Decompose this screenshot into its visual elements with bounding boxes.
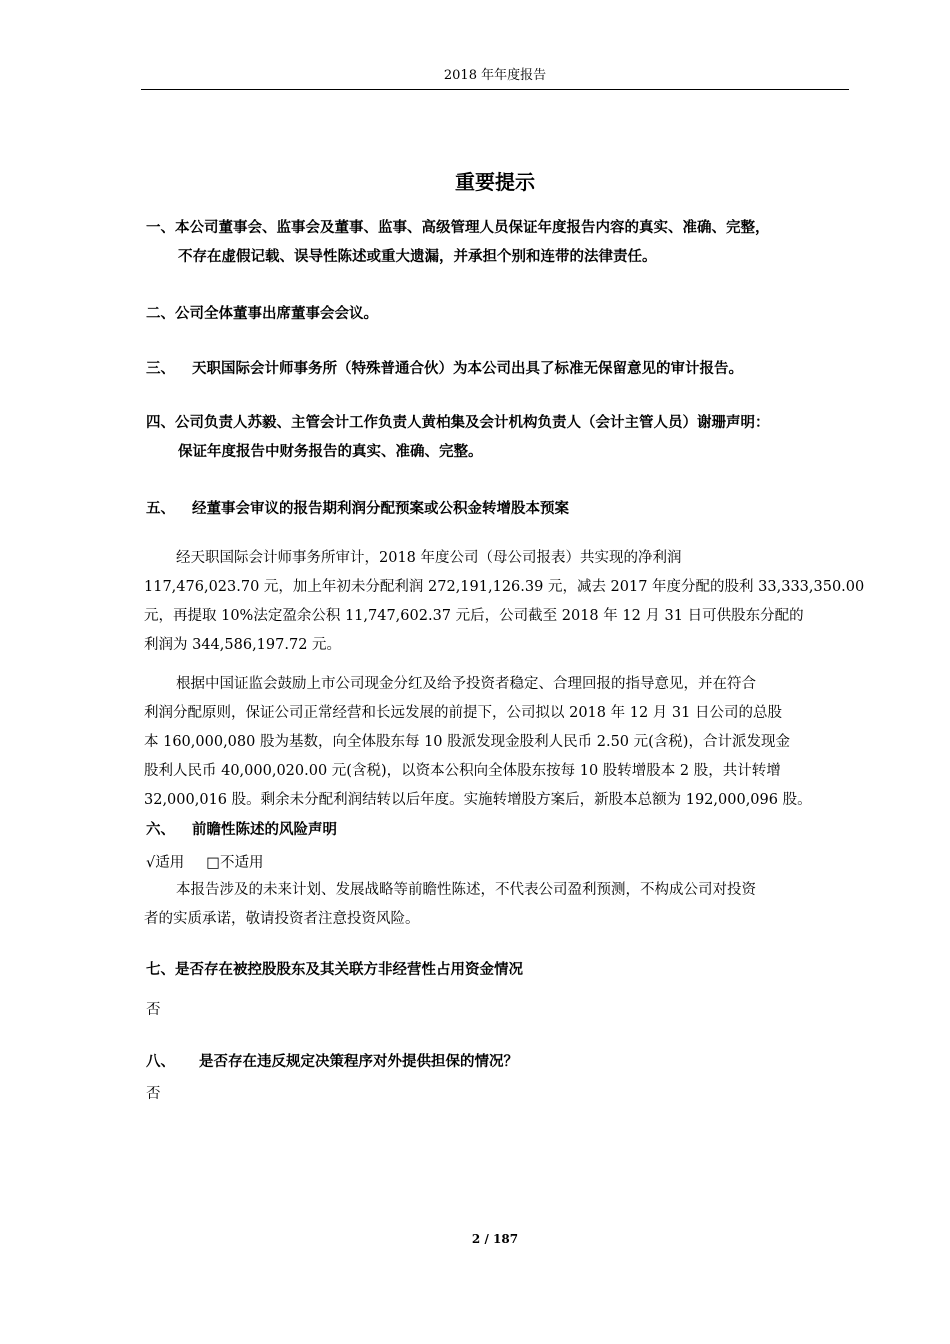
section-8-title: 是否存在违反规定决策程序对外提供担保的情况？ (199, 1054, 518, 1070)
section-6-heading (146, 816, 852, 845)
section-6-number: 六、 (146, 822, 175, 838)
profit-p1-line: 117,476,023.70 元，加上年初未分配利润 272,191,126.39 元，减去 2017 年度分配的股利 33,333,350.00 (144, 579, 865, 595)
profit-paragraph-2 (144, 670, 850, 815)
section-8-answer: 否 (146, 1086, 161, 1102)
section-8-number: 八、 (146, 1054, 175, 1070)
option-not-applicable: □不适用 (206, 855, 264, 871)
item-1-line-1: 本公司董事会、监事会及董事、监事、高级管理人员保证年度报告内容的真实、准确、完整， (175, 220, 770, 236)
page-title: 重要提示 (455, 170, 535, 194)
section-6-title: 前瞻性陈述的风险声明 (187, 822, 338, 838)
risk-line: 本报告涉及的未来计划、发展战略等前瞻性陈述，不代表公司盈利预测，不构成公司对投资 (176, 882, 756, 898)
item-5 (146, 495, 852, 524)
applicability-options (146, 851, 263, 875)
profit-p2-line: 根据中国证监会鼓励上市公司现金分红及给予投资者稳定、合理回报的指导意见，并在符合 (176, 676, 756, 692)
item-3-text: 天职国际会计师事务所（特殊普通合伙）为本公司出具了标准无保留意见的审计报告。 (187, 361, 744, 377)
item-3 (146, 355, 852, 384)
item-3-number: 三、 (146, 361, 175, 377)
profit-p2-line: 32,000,016 股。剩余未分配利润结转以后年度。实施转增股方案后，新股本总额为 192,000,096 股。 (144, 792, 812, 808)
item-2-text: 公司全体董事出席董事会会议。 (175, 306, 378, 322)
item-2-number: 二、 (146, 306, 175, 322)
section-7-heading (146, 956, 852, 985)
section-7-answer: 否 (146, 1002, 161, 1018)
item-4 (146, 409, 852, 467)
section-7-title: 是否存在被控股股东及其关联方非经营性占用资金情况 (175, 962, 523, 978)
profit-p2-line: 本 160,000,080 股为基数，向全体股东每 10 股派发现金股利人民币 2.50 元(含税)，合计派发现金 (144, 734, 790, 750)
item-1 (146, 214, 852, 272)
risk-statement (144, 876, 850, 934)
item-4-line-2: 保证年度报告中财务报告的真实、准确、完整。 (178, 444, 483, 460)
item-2 (146, 300, 852, 329)
item-5-heading: 经董事会审议的报告期利润分配预案或公积金转增股本预案 (187, 501, 570, 517)
profit-paragraph-1 (144, 544, 865, 660)
profit-p1-line: 利润为 344,586,197.72 元。 (144, 637, 342, 653)
running-header: 2018 年年度报告 (443, 68, 547, 83)
header-rule (141, 89, 849, 90)
section-8-heading (146, 1048, 852, 1077)
item-4-line-1: 公司负责人苏毅、主管会计工作负责人黄柏集及会计机构负责人（会计主管人员）谢珊声明： (175, 415, 770, 431)
option-applicable: √适用 (146, 855, 185, 871)
risk-line: 者的实质承诺，敬请投资者注意投资风险。 (144, 911, 420, 927)
profit-p2-line: 股利人民币 40,000,020.00 元(含税)，以资本公积向全体股东按每 10 股转增股本 2 股，共计转增 (144, 763, 781, 779)
profit-p1-line: 经天职国际会计师事务所审计，2018 年度公司（母公司报表）共实现的净利润 (176, 550, 682, 566)
page-number: 2 / 187 (471, 1232, 519, 1246)
item-4-number: 四、 (146, 415, 175, 431)
item-1-number: 一、 (146, 220, 175, 236)
profit-p2-line: 利润分配原则，保证公司正常经营和长远发展的前提下，公司拟以 2018 年 12 月 31 日公司的总股 (144, 705, 782, 721)
item-1-line-2: 不存在虚假记载、误导性陈述或重大遗漏，并承担个别和连带的法律责任。 (178, 249, 657, 265)
item-5-number: 五、 (146, 501, 175, 517)
profit-p1-line: 元，再提取 10%法定盈余公积 11,747,602.37 元后，公司截至 2018 年 12 月 31 日可供股东分配的 (144, 608, 804, 624)
section-7-number: 七、 (146, 962, 175, 978)
